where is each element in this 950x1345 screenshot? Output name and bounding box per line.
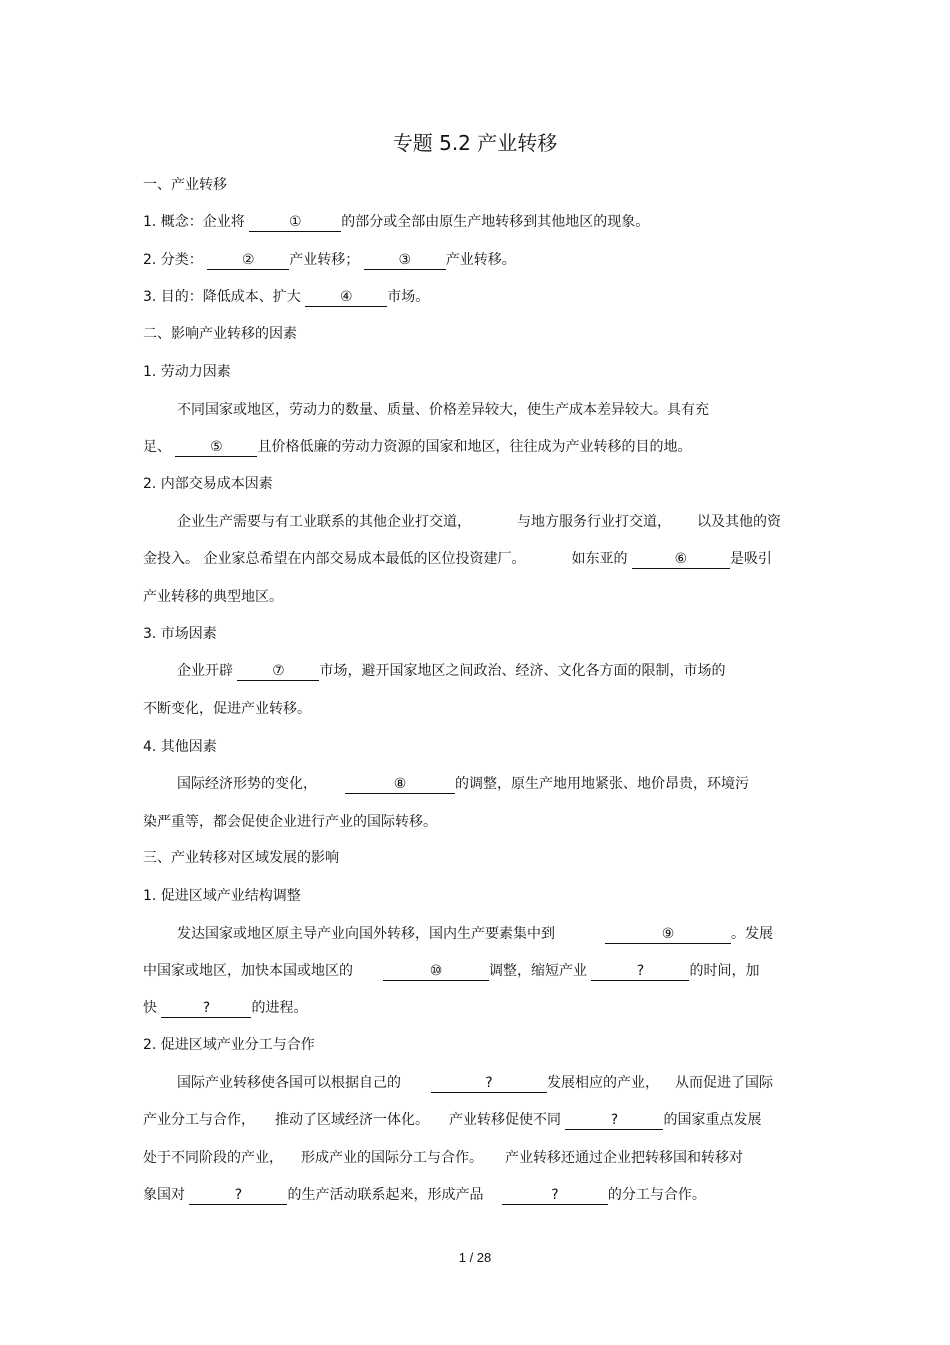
blank-8[interactable]: ⑧ <box>345 776 455 794</box>
paragraph-line <box>143 437 691 457</box>
blank-12[interactable]: ? <box>161 1000 251 1018</box>
paragraph-line <box>143 1110 761 1130</box>
text: 企业生产需要与有工业联系的其他企业打交道， <box>177 514 471 530</box>
text: 与地方服务行业打交道， <box>517 514 671 530</box>
blank-4[interactable]: ④ <box>305 289 387 307</box>
text: 1. 概念：企业将 <box>143 214 250 230</box>
text: 从而促进了国际 <box>675 1075 773 1091</box>
blank-15[interactable]: ? <box>189 1187 287 1205</box>
page-number: 1 / 28 <box>458 1250 492 1265</box>
text: 。发展 <box>731 926 773 942</box>
paragraph-line <box>177 661 725 681</box>
paragraph-line <box>177 924 773 944</box>
blank-14[interactable]: ? <box>565 1112 663 1130</box>
text: 足、 <box>143 439 176 455</box>
text: 的调整，原生产地用地紧张、地价昂贵，环境污 <box>455 776 749 792</box>
paragraph-line <box>143 1148 743 1168</box>
effect-heading-division: 2. 促进区域产业分工与合作 <box>143 1037 315 1053</box>
text: 市场，避开国家地区之间政治、经济、文化各方面的限制，市场的 <box>319 663 726 679</box>
paragraph-line <box>143 998 307 1018</box>
text: 产业转移还通过企业把转移国和转移对 <box>505 1150 743 1166</box>
text: 形成产业的国际分工与合作。 <box>301 1150 483 1166</box>
paragraph-line: 不同国家或地区，劳动力的数量、质量、价格差异较大，使生产成本差异较大。具有充 <box>177 402 709 418</box>
section-heading-1: 一、产业转移 <box>143 177 227 193</box>
text: 的时间，加 <box>689 963 760 979</box>
factor-heading-other: 4. 其他因素 <box>143 739 217 755</box>
paragraph-line <box>143 549 772 569</box>
text: 产业转移促使不同 <box>449 1112 566 1128</box>
text: 国际产业转移使各国可以根据自己的 <box>177 1075 401 1091</box>
text: 调整，缩短产业 <box>489 963 592 979</box>
blank-3[interactable]: ③ <box>364 252 446 270</box>
text: 发达国家或地区原主导产业向国外转移，国内生产要素集中到 <box>177 926 555 942</box>
text: 是吸引 <box>729 551 772 567</box>
category-line <box>143 250 516 270</box>
text: 处于不同阶段的产业， <box>143 1150 283 1166</box>
text: 的国家重点发展 <box>663 1112 762 1128</box>
factor-heading-market: 3. 市场因素 <box>143 626 217 642</box>
section-heading-3: 三、产业转移对区域发展的影响 <box>143 850 339 866</box>
text: 的分工与合作。 <box>607 1187 706 1203</box>
text: 的部分或全部由原生产地转移到其他地区的现象。 <box>341 214 650 230</box>
text: 2. 分类： <box>143 252 208 268</box>
paragraph-line <box>177 512 781 532</box>
blank-2[interactable]: ② <box>207 252 289 270</box>
text: 企业开辟 <box>177 663 238 679</box>
factor-heading-labor: 1. 劳动力因素 <box>143 364 231 380</box>
text: 国际经济形势的变化， <box>177 776 317 792</box>
paragraph-line: 染严重等，都会促使企业进行产业的国际转移。 <box>143 814 437 830</box>
blank-13[interactable]: ? <box>431 1075 547 1093</box>
blank-10[interactable]: ⑩ <box>383 963 489 981</box>
blank-9[interactable]: ⑨ <box>605 926 731 944</box>
concept-line <box>143 212 649 232</box>
text: 推动了区域经济一体化。 <box>275 1112 429 1128</box>
text: 以及其他的资 <box>697 514 781 530</box>
paragraph-line: 不断变化，促进产业转移。 <box>143 701 311 717</box>
blank-6[interactable]: ⑥ <box>632 551 730 569</box>
blank-16[interactable]: ? <box>502 1187 608 1205</box>
paragraph-line <box>177 1073 773 1093</box>
text: 且价格低廉的劳动力资源的国家和地区，往往成为产业转移的目的地。 <box>257 439 692 455</box>
text: 产业分工与合作， <box>143 1112 255 1128</box>
text: 的进程。 <box>251 1000 308 1016</box>
paragraph-line <box>177 774 749 794</box>
blank-1[interactable]: ① <box>249 214 341 232</box>
page-title: 专题 5.2 产业转移 <box>392 131 558 155</box>
text: 象国对 <box>143 1187 190 1203</box>
text: 市场。 <box>387 289 430 305</box>
text: 发展相应的产业， <box>547 1075 659 1091</box>
blank-7[interactable]: ⑦ <box>237 663 319 681</box>
paragraph-line: 产业转移的典型地区。 <box>143 589 283 605</box>
paragraph-line <box>143 961 759 981</box>
text: 如东亚的 <box>571 551 632 567</box>
text: 的生产活动联系起来，形成产品 <box>287 1187 488 1203</box>
text: 中国家或地区，加快本国或地区的 <box>143 963 353 979</box>
text: 产业转移； <box>289 252 364 268</box>
factor-heading-transaction: 2. 内部交易成本因素 <box>143 476 273 492</box>
section-heading-2: 二、影响产业转移的因素 <box>143 326 297 342</box>
paragraph-line <box>143 1185 706 1205</box>
text: 快 <box>143 1000 162 1016</box>
blank-5[interactable]: ⑤ <box>175 439 257 457</box>
purpose-line <box>143 287 429 307</box>
text: 金投入。 企业家总希望在内部交易成本最低的区位投资建厂。 <box>143 551 526 567</box>
effect-heading-structure: 1. 促进区域产业结构调整 <box>143 888 301 904</box>
text: 3. 目的：降低成本、扩大 <box>143 289 306 305</box>
text: 产业转移。 <box>445 252 516 268</box>
blank-11[interactable]: ? <box>591 963 689 981</box>
